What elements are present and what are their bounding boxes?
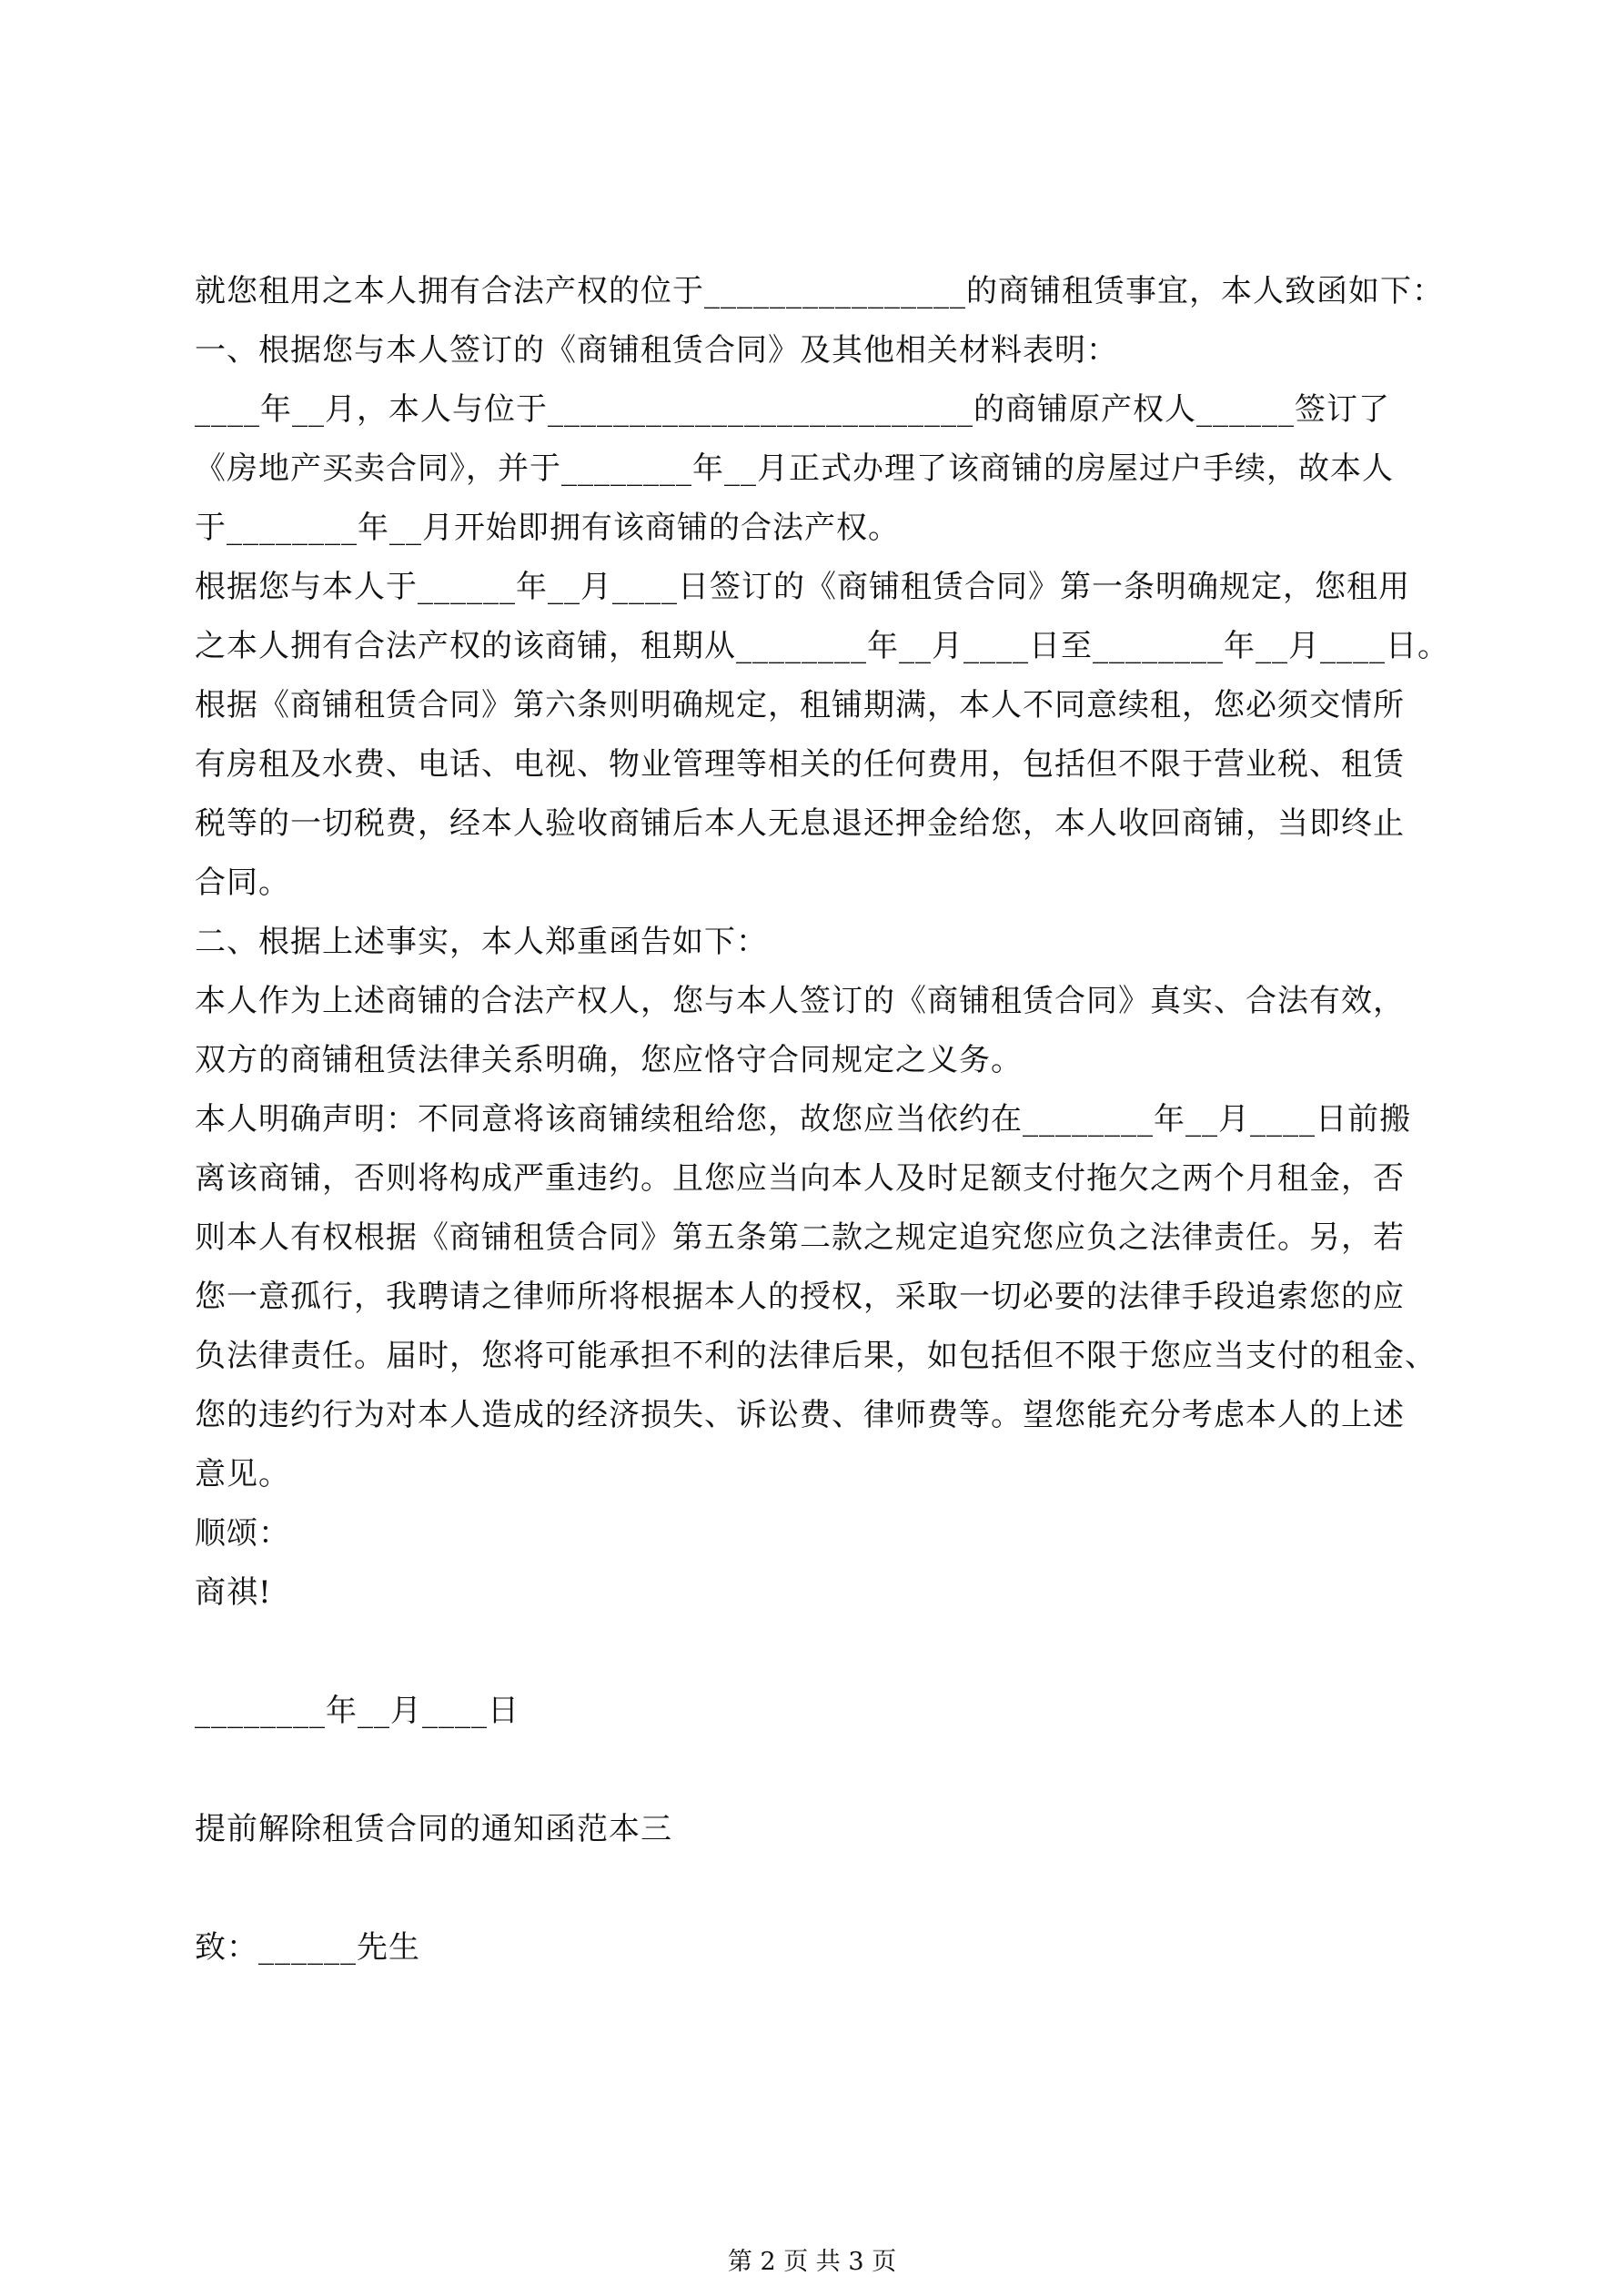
body-line: 于________年__月开始即拥有该商铺的合法产权。 xyxy=(195,510,900,546)
body-line: 根据您与本人于______年__月____日签订的《商铺租赁合同》第一条明确规定，您租用 xyxy=(195,569,1410,605)
body-line: 《房地产买卖合同》，并于________年__月正式办理了该商铺的房屋过户手续，故本人 xyxy=(195,450,1394,487)
body-line: 双方的商铺租赁法律关系明确，您应恪守合同规定之义务。 xyxy=(195,1042,1023,1078)
closing-salutation: 顺颂： xyxy=(195,1515,290,1552)
body-line: 税等的一切税费，经本人验收商铺后本人无息退还押金给您，本人收回商铺，当即终止 xyxy=(195,805,1405,842)
body-line: 您的违约行为对本人造成的经济损失、诉讼费、律师费等。望您能充分考虑本人的上述 xyxy=(195,1397,1405,1433)
body-line: 根据《商铺租赁合同》第六条则明确规定，租铺期满，本人不同意续租，您必须交情所 xyxy=(195,687,1405,723)
section-heading: 二、根据上述事实，本人郑重函告如下： xyxy=(195,924,768,960)
body-line: 离该商铺，否则将构成严重违约。且您应当向本人及时足额支付拖欠之两个月租金，否 xyxy=(195,1160,1405,1197)
body-line: 本人作为上述商铺的合法产权人，您与本人签订的《商铺租赁合同》真实、合法有效， xyxy=(195,983,1405,1019)
body-line: 您一意孤行，我聘请之律师所将根据本人的授权，采取一切必要的法律手段追索您的应 xyxy=(195,1279,1405,1315)
page-number-footer: 第 2 页 共 3 页 xyxy=(727,2248,897,2276)
addressee-line: 致：______先生 xyxy=(195,1929,420,1966)
body-line: 则本人有权根据《商铺租赁合同》第五条第二款之规定追究您应负之法律责任。另，若 xyxy=(195,1219,1405,1256)
body-line: 意见。 xyxy=(195,1456,290,1492)
body-line: 负法律责任。届时，您将可能承担不利的法律后果，如包括但不限于您应当支付的租金、 xyxy=(195,1338,1437,1374)
body-line: 合同。 xyxy=(195,865,290,901)
body-line: 本人明确声明：不同意将该商铺续租给您，故您应当依约在________年__月____日前搬 xyxy=(195,1101,1411,1138)
body-line: 有房租及水费、电话、电视、物业管理等相关的任何费用，包括但不限于营业税、租赁 xyxy=(195,746,1405,783)
section-heading: 一、根据您与本人签订的《商铺租赁合同》及其他相关材料表明： xyxy=(195,332,1118,369)
body-line: 之本人拥有合法产权的该商铺，租期从________年__月____日至________年__月____日。 xyxy=(195,628,1449,664)
body-line: ____年__月，本人与位于__________________________的商铺原产权人______签订了 xyxy=(195,391,1390,428)
date-line: ________年__月____日 xyxy=(195,1693,519,1729)
closing-greeting: 商祺! xyxy=(195,1574,272,1611)
body-line: 就您租用之本人拥有合法产权的位于________________的商铺租赁事宜，本人致函如下： xyxy=(195,273,1444,309)
document-section-title: 提前解除租赁合同的通知函范本三 xyxy=(195,1811,672,1847)
